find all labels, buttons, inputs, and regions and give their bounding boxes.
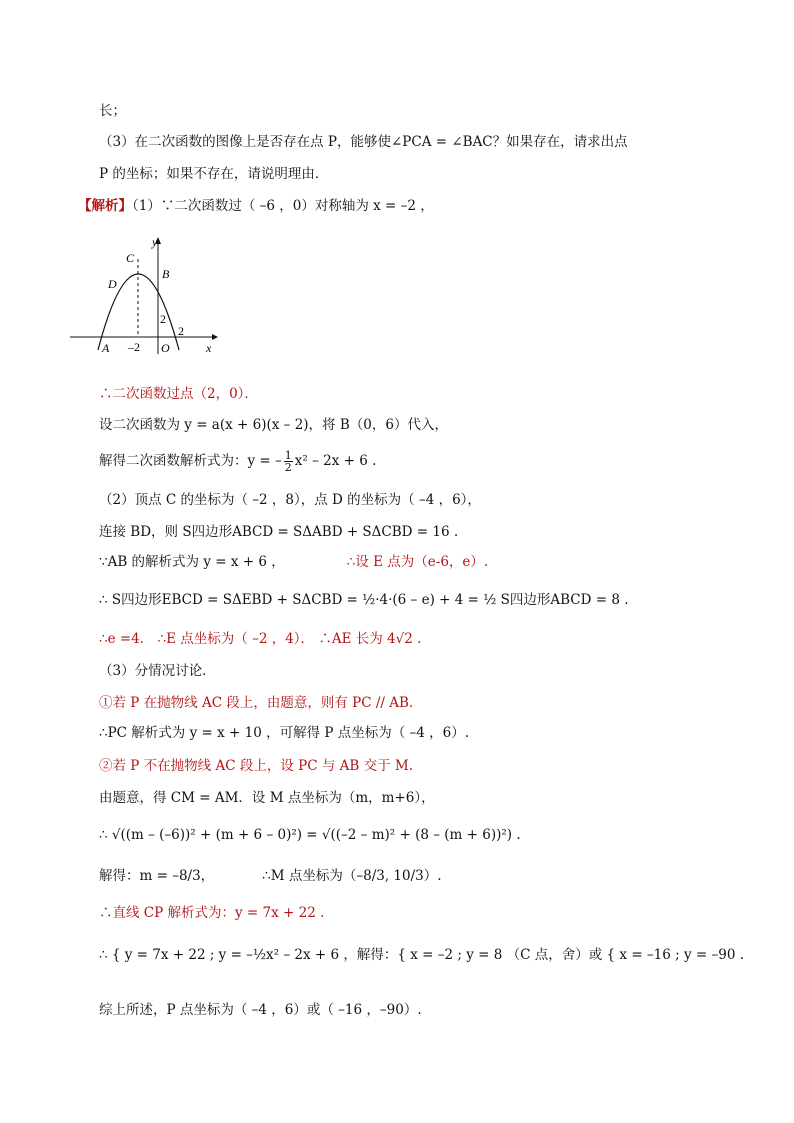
solution-tag: 【解析】 [78, 198, 132, 214]
graph-label: B [162, 267, 170, 281]
solution-text: ∴M 点坐标为（–8/3, 10/3）. [262, 868, 442, 884]
parabola-graph [70, 232, 220, 357]
graph-label: A [102, 341, 110, 355]
solution-text: x² – 2x + 6 . [294, 453, 377, 469]
solution-text: （1）∵二次函数过（ –6 ，0）对称轴为 x = –2 ， [132, 198, 434, 214]
solution-line: 连接 BD，则 S四边形ABCD = SΔABD + SΔCBD = 16 . [99, 524, 459, 540]
solution-line: ∴ S四边形EBCD = SΔEBD + SΔCBD = ½·4·(6 – e) + 4 = ½ S四边形ABCD = 8 . [99, 592, 629, 608]
fraction [284, 450, 293, 473]
solution-line [99, 866, 442, 886]
solution-line: 综上所述，P 点坐标为（ –4 ，6）或（ –16 ，–90）. [99, 1002, 422, 1018]
text-line: 长； [99, 103, 126, 119]
solution-line: ①若 P 在抛物线 AC 段上，由题意，则有 PC // AB. [99, 695, 414, 711]
solution-line: 由题意，得 CM = AM．设 M 点坐标为（m，m+6）， [99, 790, 435, 806]
fraction-denominator: 2 [284, 461, 292, 474]
graph-label: x [206, 341, 212, 355]
solution-line: （2）顶点 C 的坐标为（ –2 ，8），点 D 的坐标为（ –4 ，6）， [99, 492, 481, 508]
graph-label: C [126, 251, 135, 265]
graph-label: –2 [128, 340, 140, 354]
graph-label: 2 [160, 312, 166, 326]
solution-text: ∴设 E 点为（e-6，e）. [346, 554, 489, 570]
solution-line: ∴二次函数过点（2，0）． [99, 386, 258, 402]
solution-line: ∴直线 CP 解析式为：y = 7x + 22 . [99, 905, 325, 921]
solution-line: （3）分情况讨论． [99, 663, 216, 679]
solution-line: ∴e =4． ∴E 点坐标为（ –2 ，4）． ∴AE 长为 4√2 . [99, 631, 422, 647]
graph-label: 2 [178, 324, 184, 338]
solution-text: 解得：m = –8/3， [99, 868, 215, 884]
x-axis-arrow [212, 334, 218, 340]
question-3: （3）在二次函数的图像上是否存在点 P，能够使∠PCA = ∠BAC？如果存在，请求出点 [99, 134, 628, 150]
solution-line: ∴PC 解析式为 y = x + 10 ，可解得 P 点坐标为（ –4 ，6）. [99, 725, 470, 741]
graph-label: D [108, 277, 117, 291]
solution-line [99, 450, 376, 473]
solution-line: ②若 P 不在抛物线 AC 段上，设 PC 与 AB 交于 M. [99, 758, 413, 774]
graph-label: O [161, 341, 170, 355]
question-3-cont: P 的坐标；如果不存在，请说明理由． [99, 166, 329, 182]
solution-line [99, 552, 488, 572]
solution-line: 设二次函数为 y = a(x + 6)(x – 2)，将 B（0，6）代入， [99, 417, 448, 433]
solution-line: ∴ { y = 7x + 22 ; y = –½x² – 2x + 6 ，解得：{ x = –2 ; y = 8 （C 点，舍）或 { x = –16 ; y = –90 . [99, 947, 745, 963]
solution-line: ∴ √((m – (–6))² + (m + 6 – 0)²) = √((–2 – m)² + (8 – (m + 6))²) . [99, 827, 521, 843]
solution-text: ∵AB 的解析式为 y = x + 6 ， [99, 554, 285, 570]
fraction-numerator: 1 [284, 449, 292, 462]
solution-text: 解得二次函数解析式为：y = – [99, 453, 282, 469]
graph-label: y [152, 235, 158, 249]
solution-line-1 [78, 196, 434, 216]
